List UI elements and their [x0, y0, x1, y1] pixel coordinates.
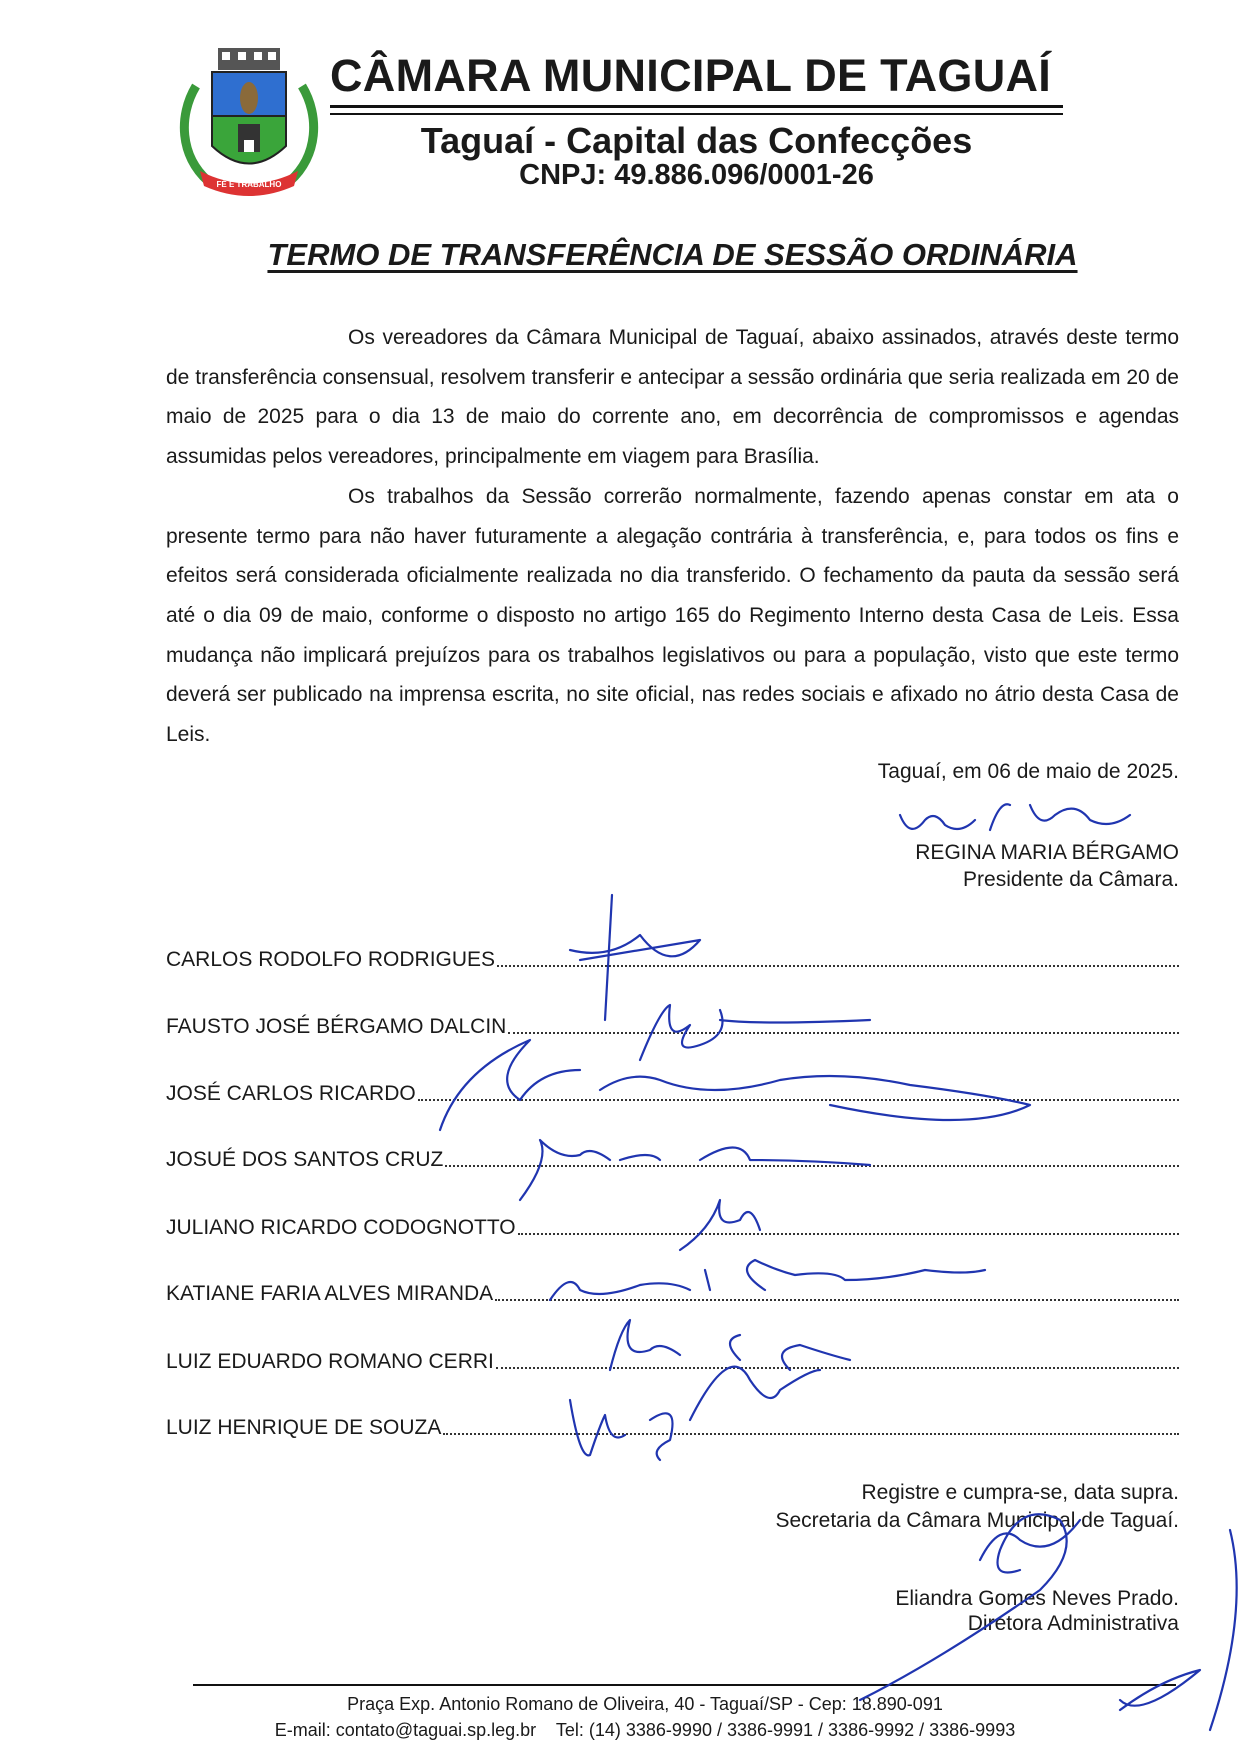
councilor-name: JOSUÉ DOS SANTOS CRUZ: [166, 1148, 444, 1171]
institution-title: CÂMARA MUNICIPAL DE TAGUAÍ: [330, 50, 1052, 101]
institution-cnpj: CNPJ: 49.886.096/0001-26: [519, 159, 874, 191]
institution-subtitle: Taguaí - Capital das Confecções: [420, 120, 973, 161]
councilor-signature-line: [166, 1416, 1179, 1440]
coat-of-arms-logo: [178, 46, 320, 198]
signature-president: [900, 804, 1130, 830]
document-body: [166, 318, 1179, 755]
president-name: REGINA MARIA BÉRGAMO: [915, 841, 1179, 864]
date-line: Taguaí, em 06 de maio de 2025.: [877, 760, 1179, 783]
councilor-signature-line: [166, 1082, 1179, 1106]
councilor-signature-line: [166, 948, 1179, 972]
registry-line: Registre e cumpra-se, data supra.: [861, 1481, 1179, 1504]
footer-phones: Tel: (14) 3386-9990 / 3386-9991 / 3386-9992 / 3386-9993: [555, 1720, 1016, 1740]
councilor-name: LUIZ EDUARDO ROMANO CERRI: [166, 1350, 494, 1373]
header-rule-bottom: [330, 113, 1063, 115]
footer-contact: [150, 1720, 1140, 1741]
document-heading: TERMO DE TRANSFERÊNCIA DE SESSÃO ORDINÁRIA: [267, 237, 1078, 272]
secretary-title: Diretora Administrativa: [967, 1612, 1179, 1635]
councilor-signature-line: [166, 1216, 1179, 1240]
footer-email: E-mail: contato@taguai.sp.leg.br: [274, 1720, 537, 1740]
svg-text:FÉ E TRABALHO: FÉ E TRABALHO: [216, 180, 282, 189]
president-title: Presidente da Câmara.: [963, 868, 1179, 891]
councilor-signature-line: [166, 1015, 1179, 1039]
councilor-name: JOSÉ CARLOS RICARDO: [166, 1082, 416, 1105]
councilor-name: KATIANE FARIA ALVES MIRANDA: [166, 1282, 494, 1305]
councilor-signature-line: [166, 1148, 1179, 1172]
paragraph: Os trabalhos da Sessão correrão normalmente, fazendo apenas constar em ata o presente termo para não haver futuramente a alegação contrária à transferência, e, para todos os fins e efeitos será considerada oficialmente realizada no dia transferido. O fechamento da pauta da sessão será até o dia 09 de maio, conforme o disposto no artigo 165 do Regimento Interno desta Casa de Leis. Essa mudança não implicará prejuízos para os trabalhos legislativos ou para a população, visto que este termo deverá ser publicado na imprensa escrita, no site oficial, nas redes sociais e afixado no átrio desta Casa de Leis.: [166, 484, 1179, 747]
paragraph: Os vereadores da Câmara Municipal de Taguaí, abaixo assinados, através deste termo de transferência consensual, resolvem transferir e antecipar a sessão ordinária que seria realizada em 20 de maio de 2025 para o dia 13 de maio do corrente ano, em decorrência de compromissos e agendas assumidas pelos vereadores, principalmente em viagem para Brasília.: [166, 326, 1179, 469]
councilor-signature-line: [166, 1282, 1179, 1306]
header-rule-top: [330, 105, 1063, 108]
registry-line: Secretaria da Câmara Municipal de Taguaí.: [775, 1509, 1179, 1532]
secretary-name: Eliandra Gomes Neves Prado.: [895, 1587, 1179, 1610]
councilor-name: LUIZ HENRIQUE DE SOUZA: [166, 1416, 442, 1439]
footer-rule: [193, 1684, 1176, 1686]
signature-luiz-henrique: [570, 1367, 820, 1460]
councilor-name: JULIANO RICARDO CODOGNOTTO: [166, 1216, 516, 1239]
councilor-name: CARLOS RODOLFO RODRIGUES: [166, 948, 496, 971]
footer-address: Praça Exp. Antonio Romano de Oliveira, 40 - Taguaí/SP - Cep: 18.890-091: [347, 1694, 943, 1714]
councilor-name: FAUSTO JOSÉ BÉRGAMO DALCIN: [166, 1015, 507, 1038]
councilor-signature-line: [166, 1350, 1179, 1374]
